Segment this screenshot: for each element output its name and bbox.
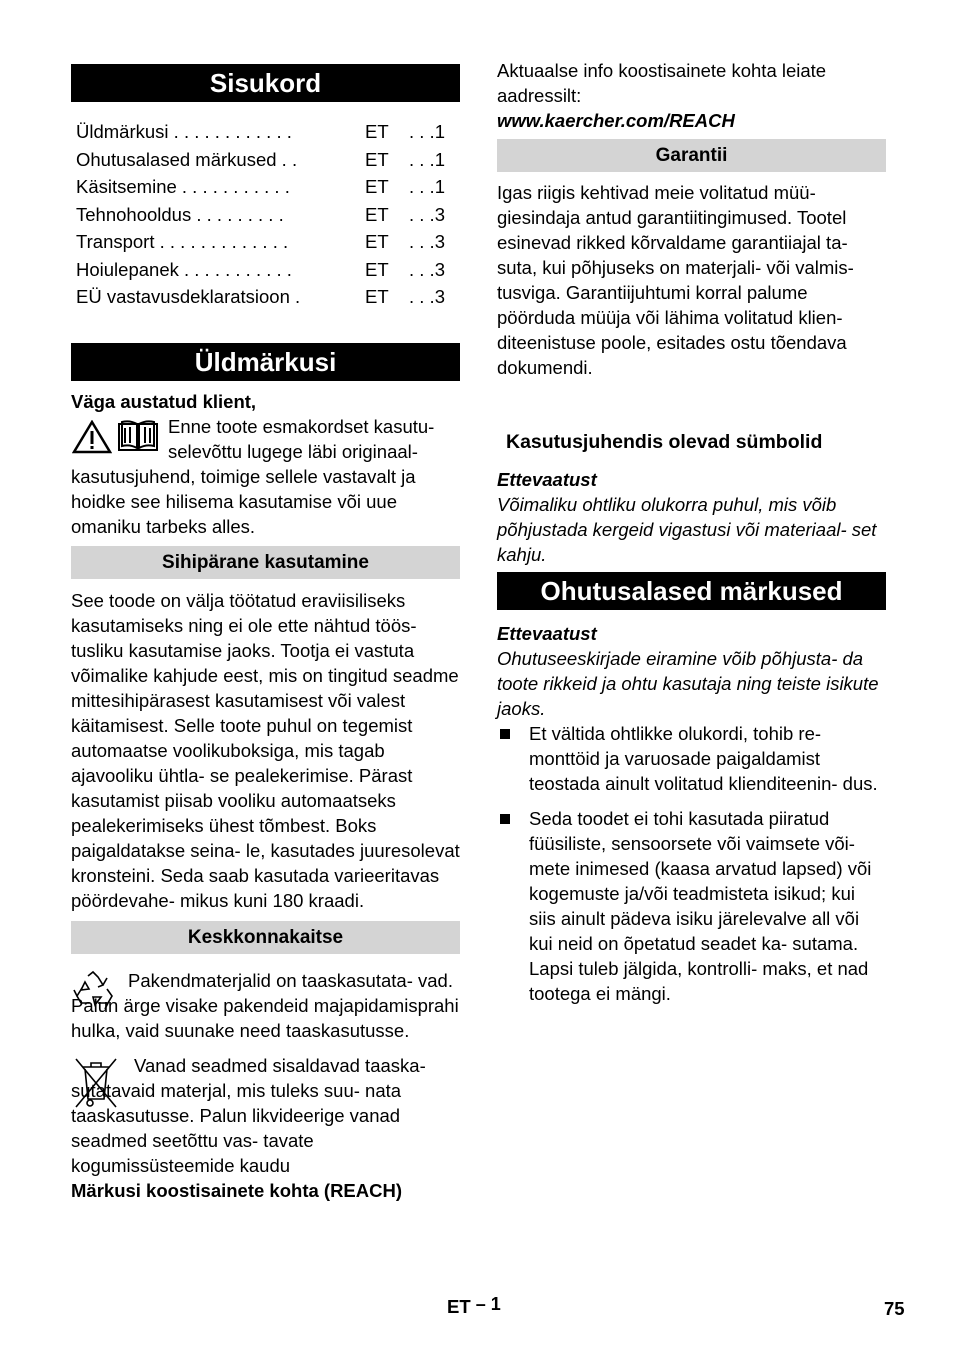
list-item (497, 721, 886, 796)
symbols-heading: Kasutusjuhendis olevad sümbolid (506, 431, 823, 453)
toc-lang: ET (365, 176, 389, 197)
toc-lang: ET (365, 258, 389, 280)
safety-caution-text: Ohutuseeskirjade eiramine võib põhjusta- da toote rikkeid ja ohtu kasutaja ning teiste isikute jaoks. (497, 648, 879, 719)
toc-page: . . .3 (409, 258, 445, 280)
toc-page: . . .3 (409, 231, 445, 252)
toc-title: Transport . . . . . . . . . . . . . (76, 231, 289, 252)
intro-with-icons (71, 414, 460, 464)
toc-lang: ET (365, 148, 389, 170)
toc-lang: ET (365, 286, 389, 307)
warning-icon (72, 420, 112, 459)
toc-page: . . .1 (409, 176, 445, 197)
caution-text: Võimaliku ohtliku olukorra puhul, mis võib põhjustada kergeid vigastusi või materiaal- set kahju. (497, 494, 877, 565)
toc-title: EÜ vastavusdeklaratsioon . (76, 286, 301, 307)
toc-page: . . .3 (409, 286, 445, 307)
general-heading: Üldmärkusi (71, 343, 460, 381)
intro-line-1: Enne toote esmakordset kasutu- (168, 415, 435, 437)
reach-heading: Märkusi koostisainete kohta (REACH) (71, 1179, 403, 1201)
toc-page: . . .1 (409, 148, 445, 170)
intended-use-text: See toode on välja töötatud eraviisiliseks kasutamiseks ning ei ole ette nähtud töös- tusliku kasutamise jaoks. Tootja ei vastuta võimalike kahjude eest, mis on tingitud seadme mittesihipärasest kasutamisest või valest käitamisest. Selle toote puhul on tegemist automaatse voolikuboksiga, mis tagab ajavooliku ühtla- se pealekerimise. Pärast kasutamist piisab vooliku automaatseks pealekerimiseks ühest tõmbest. Boks paigaldatakse seina- le, kasutades juuresolevat kronsteini. Seda saab kasutada varieeritavas pöördevahe- mikus kuni 180 kraadi. (71, 589, 460, 911)
recycle-icon (71, 970, 115, 1019)
warranty-text: Igas riigis kehtivad meie volitatud müü- giesindaja antud garantiitingimused. Tootel esinevad rikked kõrvaldame garantiiajal ta- suta, kui põhjuseks on materjali- või valmis- tusviga. Garantiijuhtumi korral palume pöörduda müüja või lähima volitatud klien- diteenistuse poole, esitades ostu tõendava dokumendi. (497, 182, 854, 378)
toc-page: . . .3 (409, 203, 445, 225)
left-column (71, 64, 460, 1203)
list-item (497, 806, 886, 1006)
environment-heading: Keskkonnakaitse (71, 921, 460, 954)
toc-row[interactable] (71, 283, 460, 311)
toc-heading: Sisukord (71, 64, 460, 102)
weee-text: Vanad seadmed sisaldavad taaska- sutatavaid materjal, mis tuleks suu- nata taaskasutusse. Palun likvideerige vanad seadmed seetõttu vas- tavate kogumissüsteemide kaudu (71, 1054, 426, 1176)
intro-line-2: selevõttu lugege läbi originaal- (168, 440, 418, 462)
toc-row[interactable] (71, 201, 460, 229)
intro-rest: kasutusjuhend, toimige sellele vastavalt ja hoidke see hilisema kasutamise või uue omaniku tarbeks alles. (71, 465, 416, 537)
page-number: 75 (884, 1298, 905, 1319)
safety-heading: Ohutusalased märkused (497, 572, 886, 610)
toc-row[interactable] (71, 228, 460, 256)
weee-block (71, 1053, 460, 1178)
toc-title: Käsitsemine . . . . . . . . . . . (76, 176, 290, 197)
footer-lang: ET (447, 1296, 471, 1317)
bullet-text: Seda toodet ei tohi kasutada piiratud füüsiliste, sensoorsete või vaimsete või- mete inimesed (kaasa arvatud lapsed) või kogemuste ja/või teadmisteta isikud; kui siis ainult pädeva isiku järelevalve all või kui neid on õpetatud seadet ka- sutama. Lapsi tuleb jälgida, kontrolli- maks, et nad tootega ei mängi. (529, 808, 872, 1004)
greeting: Väga austatud klient, (71, 390, 257, 412)
recycling-text: Pakendmaterjalid on taaskasutata- vad. Palun ärge visake pakendeid majapidamisprahi hulka, vaid suunake need taaskasutusse. (71, 969, 459, 1041)
toc-row[interactable] (71, 118, 460, 146)
warranty-heading: Garantii (497, 139, 886, 172)
intended-use-heading: Sihipärane kasutamine (71, 546, 460, 579)
footer-language-page (447, 1296, 501, 1318)
toc-row[interactable] (71, 173, 460, 201)
toc-lang: ET (365, 121, 389, 142)
table-of-contents (71, 118, 460, 311)
toc-title: Ohutusalased märkused . . (76, 148, 298, 170)
crossed-out-bin-icon (73, 1055, 119, 1114)
toc-lang: ET (365, 231, 389, 252)
toc-row[interactable] (71, 256, 460, 284)
caution-label: Ettevaatust (497, 469, 597, 490)
recycling-block (71, 968, 460, 1043)
right-column (497, 58, 886, 1006)
manual-book-icon (116, 419, 160, 458)
safety-caution-label: Ettevaatust (497, 623, 597, 644)
toc-title: Tehnohooldus . . . . . . . . . (76, 203, 284, 225)
toc-lang: ET (365, 203, 389, 225)
toc-title: Üldmärkusi . . . . . . . . . . . . (76, 121, 292, 142)
reach-url-link[interactable]: www.kaercher.com/REACH (497, 110, 735, 131)
toc-title: Hoiulepanek . . . . . . . . . . . (76, 258, 292, 280)
toc-row[interactable] (71, 146, 460, 174)
reach-text: Aktuaalse info koostisainete kohta leiate aadressilt: (497, 60, 827, 106)
toc-page: . . .1 (409, 121, 445, 142)
footer-page-in-lang: – 1 (475, 1294, 501, 1314)
bullet-square-icon (500, 814, 510, 824)
bullet-text: Et vältida ohtlikke olukordi, tohib re- monttöid ja varuosade paigaldamist teostada ainult volitatud klienditeenin- dus. (529, 723, 878, 794)
bullet-square-icon (500, 729, 510, 739)
